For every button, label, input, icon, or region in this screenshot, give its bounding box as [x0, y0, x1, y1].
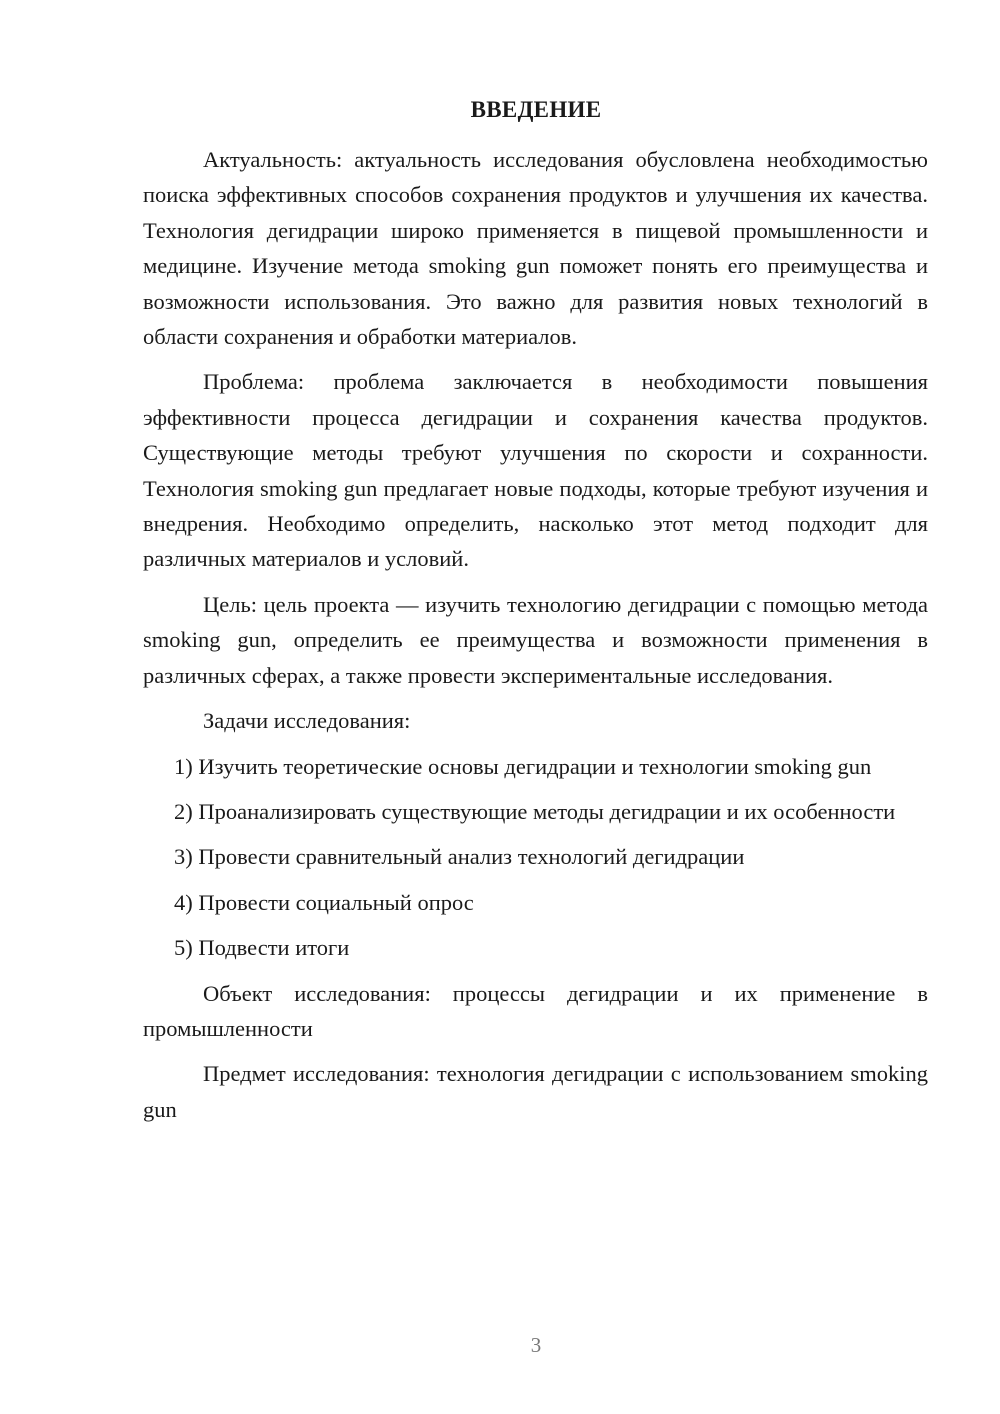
paragraph-relevance: Актуальность: актуальность исследования обусловлена необходимостью поиска эффективных способов сохранения продуктов и улучшения их качества. Технология дегидрации широко применяется в пищевой промышленности и медицине. Изучение метода smoking gun поможет понять его преимущества и возможности использования. Это важно для развития новых технологий в области сохранения и обработки материалов. — [143, 147, 928, 350]
paragraph-goal: Цель: цель проекта — изучить технологию дегидрации с помощью метода smoking gun, определить ее преимущества и возможности применения в различных сферах, а также провести экспериментальные исследования. — [143, 591, 928, 688]
task-item-5: 5) Подвести итоги — [174, 935, 350, 961]
tasks-heading: Задачи исследования: — [203, 708, 411, 734]
task-item-2: 2) Проанализировать существующие методы дегидрации и их особенности — [174, 798, 896, 824]
document-body — [143, 142, 928, 1137]
page-number: 3 — [530, 1333, 542, 1357]
paragraph-object: Объект исследования: процессы дегидрации и их применение в промышленности — [143, 980, 928, 1041]
section-title: ВВЕДЕНИЕ — [470, 97, 602, 122]
task-item-4: 4) Провести социальный опрос — [174, 889, 474, 915]
paragraph-problem: Проблема: проблема заключается в необходимости повышения эффективности процесса дегидрации и сохранения качества продуктов. Существующие методы требуют улучшения по скорости и сохранности. Технология smoking gun предлагает новые подходы, которые требуют изучения и внедрения. Необходимо определить, насколько этот метод подходит для различных материалов и условий. — [143, 369, 928, 572]
paragraph-subject: Предмет исследования: технология дегидрации с использованием smoking gun — [143, 1061, 928, 1122]
task-item-1: 1) Изучить теоретические основы дегидрации и технологии smoking gun — [174, 753, 872, 779]
task-item-3: 3) Провести сравнительный анализ технологий дегидрации — [174, 844, 745, 870]
